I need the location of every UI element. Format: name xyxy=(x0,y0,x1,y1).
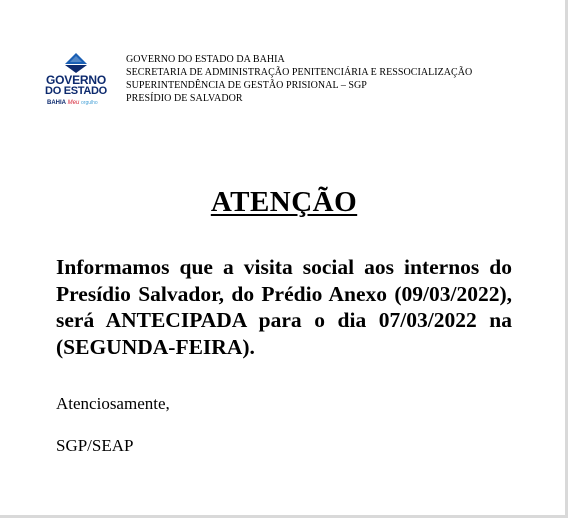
governo-bahia-logo xyxy=(42,52,110,114)
header-line-secretariat: SECRETARIA DE ADMINISTRAÇÃO PENITENCIÁRIA E RESSOCIALIZAÇÃO xyxy=(126,67,473,78)
notice-message: Informamos que a visita social aos internos do Presídio Salvador, do Prédio Anexo (09/03/2022), será ANTECIPADA para o dia 07/03/2022 na (SEGUNDA-FEIRA). xyxy=(56,255,512,359)
logo-line1: GOVERNO xyxy=(46,73,106,87)
logo-slogan-bahia: BAHIA xyxy=(47,100,66,106)
institution-header xyxy=(126,53,472,105)
signature-text: SGP/SEAP xyxy=(56,436,134,455)
logo-slogan-script: Meu xyxy=(67,100,80,106)
logo-slogan xyxy=(47,100,109,106)
logo-slogan-end: orgulho xyxy=(81,100,98,106)
logo-mark-icon xyxy=(62,52,90,74)
header-line-prison: PRESÍDIO DE SALVADOR xyxy=(126,93,243,104)
header-line-government: GOVERNO DO ESTADO DA BAHIA xyxy=(126,54,285,65)
closing-text: Atenciosamente, xyxy=(56,394,170,413)
logo-line2: DO ESTADO xyxy=(45,85,107,97)
notice-title: ATENÇÃO xyxy=(210,186,358,218)
header-line-superintendence: SUPERINTENDÊNCIA DE GESTÃO PRISIONAL – SGP xyxy=(126,80,367,91)
